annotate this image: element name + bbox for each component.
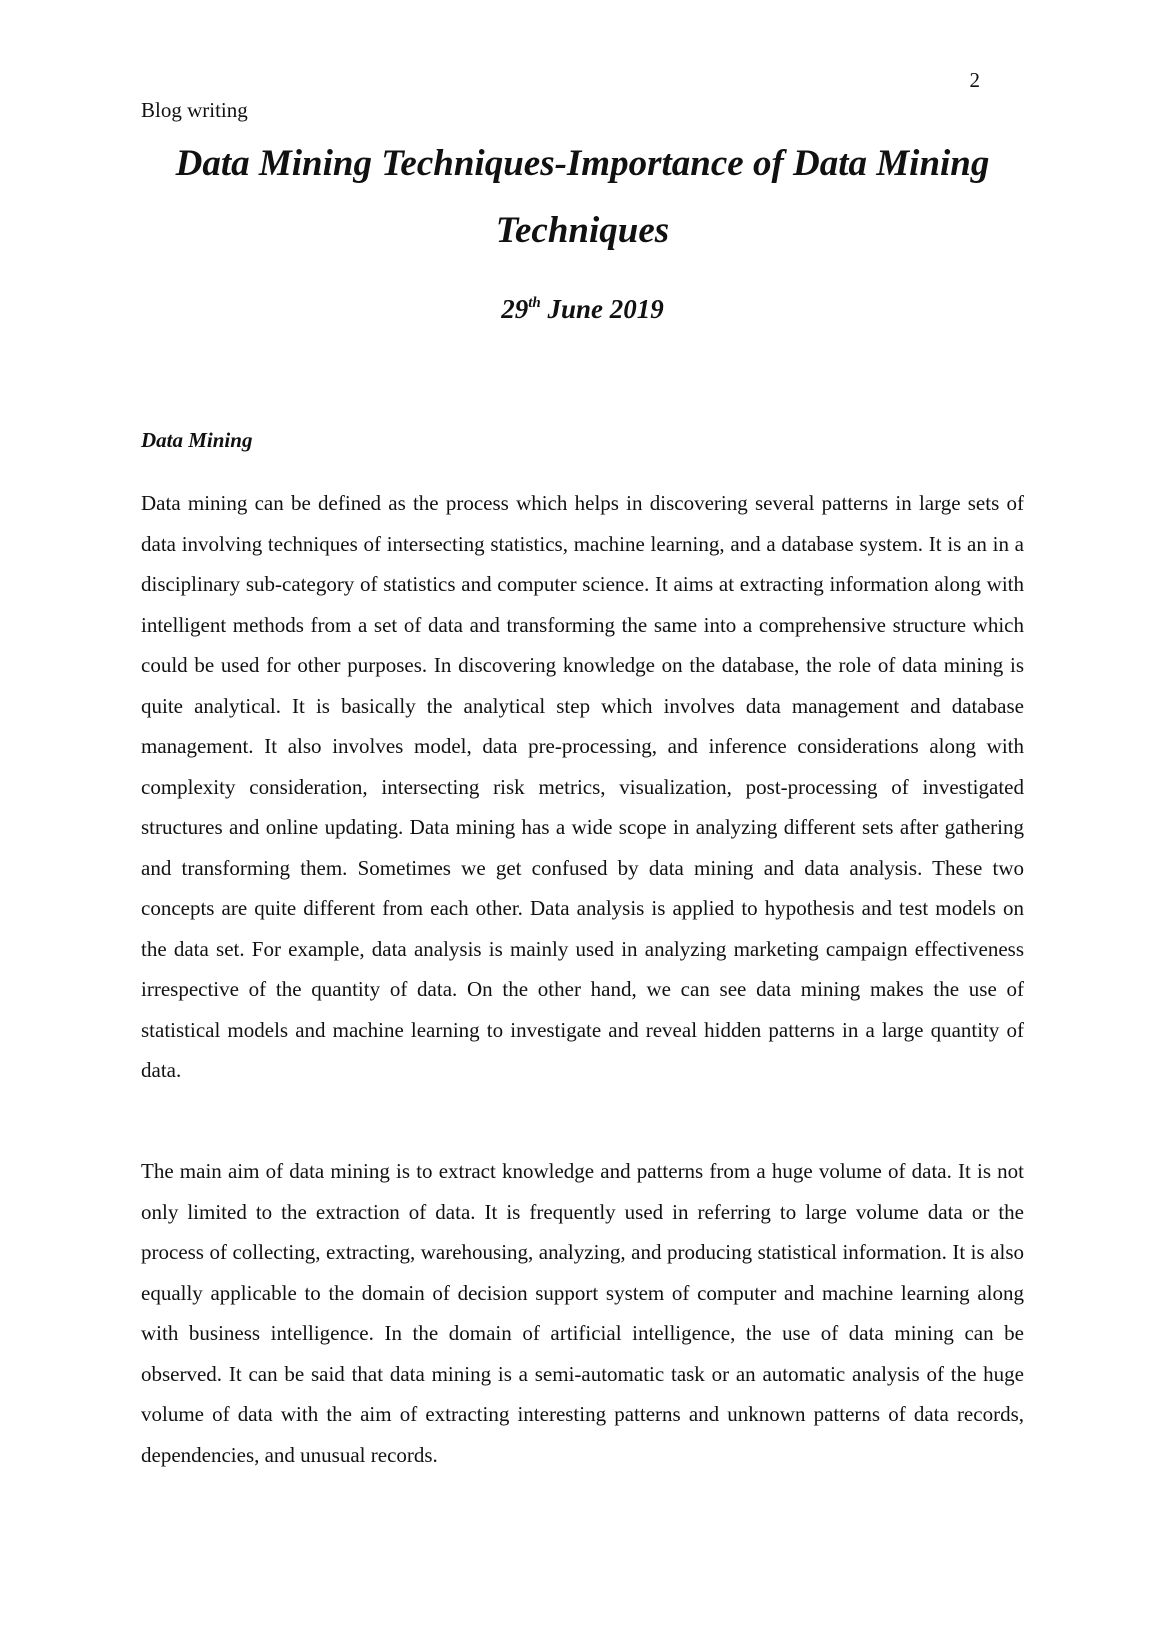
date-suffix: th [528,295,541,311]
section-heading: Data Mining [141,428,253,452]
date-month-year: June 2019 [540,294,664,324]
date-day: 29 [501,294,529,324]
article-date [141,293,1024,325]
body-paragraph-2: The main aim of data mining is to extract knowledge and patterns from a huge volume of data. It is not only limited to the extraction of data. It is frequently used in referring to large volume data or the process of collecting, extracting, warehousing, analyzing, and producing statistical information. It is also equally applicable to the domain of decision support system of computer and machine learning along with business intelligence. In the domain of artificial intelligence, the use of data mining can be observed. It can be said that data mining is a semi-automatic task or an automatic analysis of the huge volume of data with the aim of extracting interesting patterns and unknown patterns of data records, dependencies, and unusual records. [141,1159,1024,1467]
page-number: 2 [969,68,980,92]
running-header: Blog writing [141,98,248,122]
article-title: Data Mining Techniques-Importance of Data Mining Techniques [175,143,990,251]
body-paragraph-1: Data mining can be defined as the process which helps in discovering several patterns in large sets of data involving techniques of intersecting statistics, machine learning, and a database system. It is an in a disciplinary sub-category of statistics and computer science. It aims at extracting information along with intelligent methods from a set of data and transforming the same into a comprehensive structure which could be used for other purposes. In discovering knowledge on the database, the role of data mining is quite analytical. It is basically the analytical step which involves data management and database management. It also involves model, data pre-processing, and inference considerations along with complexity consideration, intersecting risk metrics, visualization, post-processing of investigated structures and online updating. Data mining has a wide scope in analyzing different sets after gathering and transforming them. Sometimes we get confused by data mining and data analysis. These two concepts are quite different from each other. Data analysis is applied to hypothesis and test models on the data set. For example, data analysis is mainly used in analyzing marketing campaign effectiveness irrespective of the quantity of data. On the other hand, we can see data mining makes the use of statistical models and machine learning to investigate and reveal hidden patterns in a large quantity of data. [141,491,1024,1082]
